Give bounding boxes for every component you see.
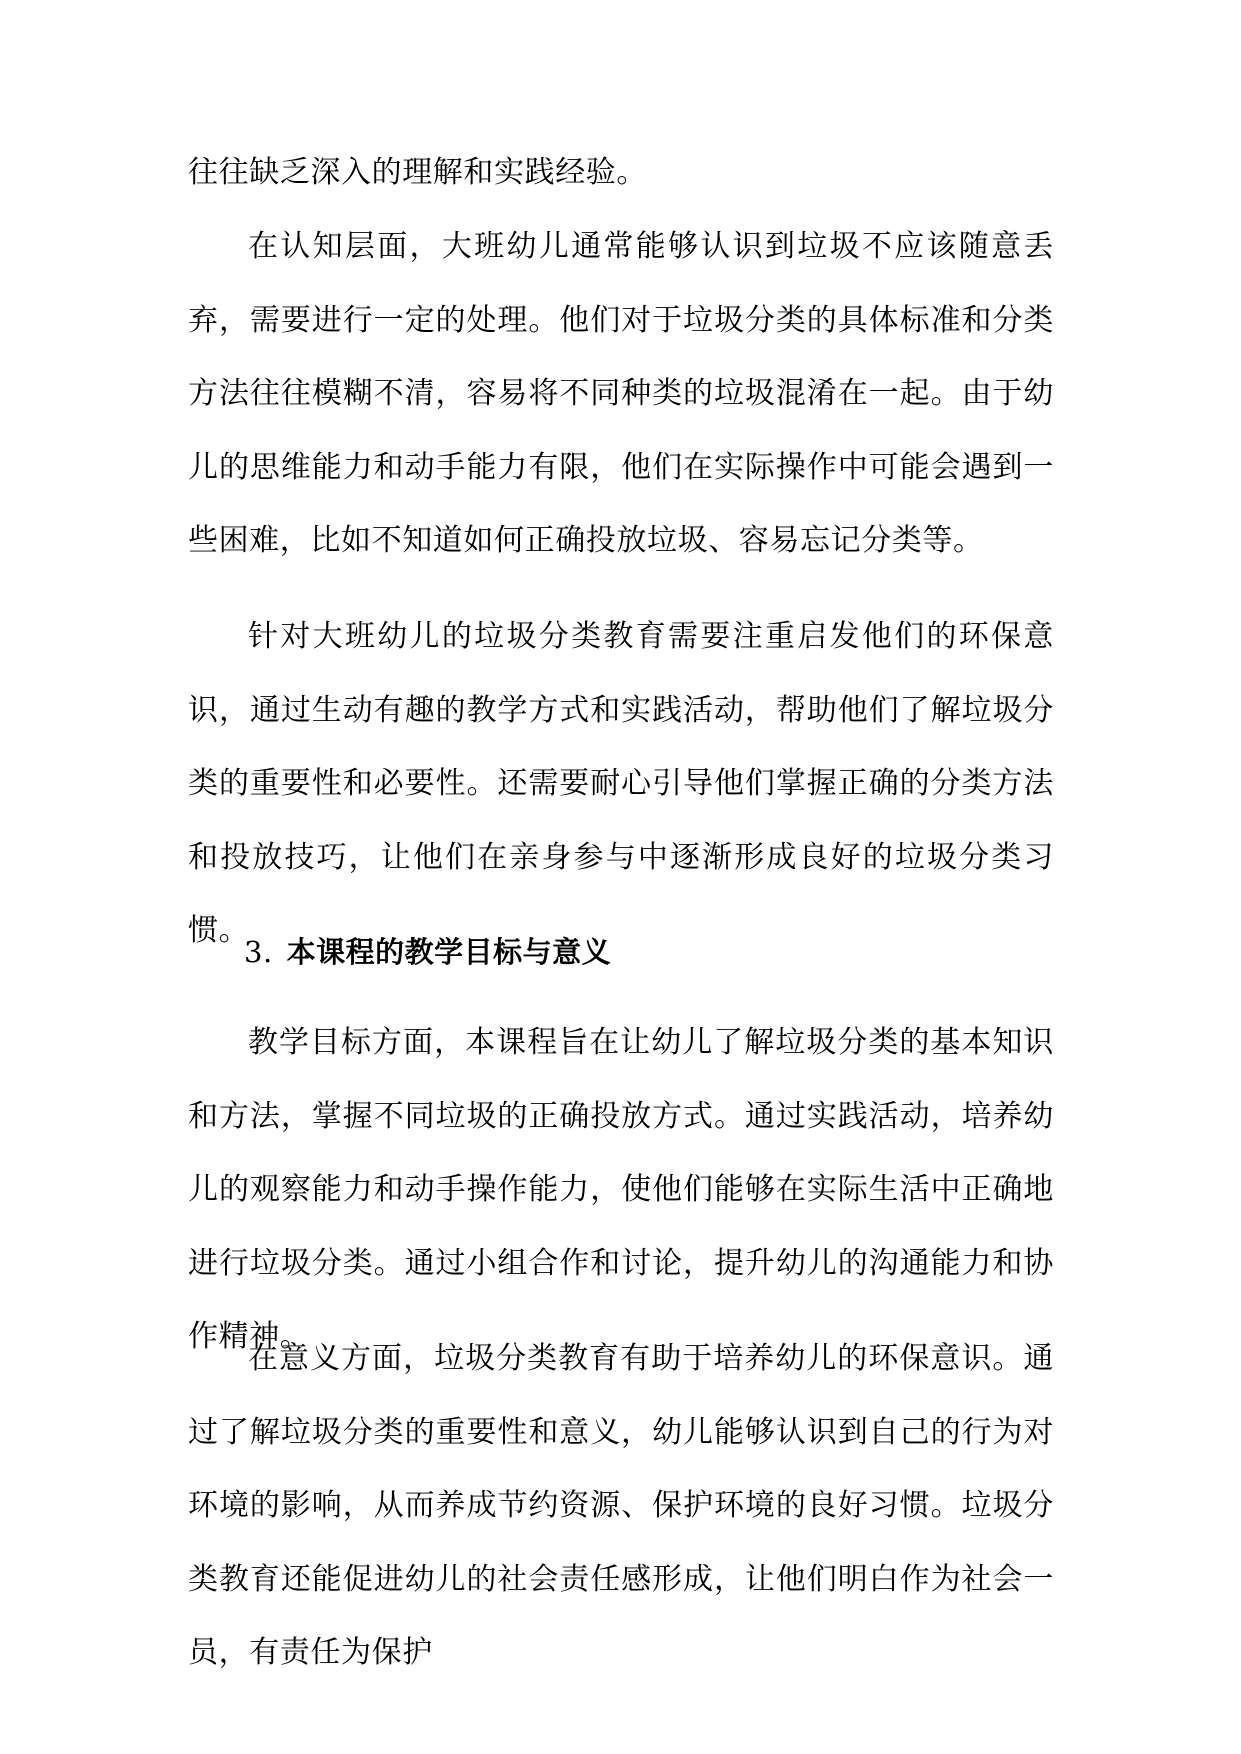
paragraph-education-approach: 针对大班幼儿的垃圾分类教育需要注重启发他们的环保意识，通过生动有趣的教学方式和实践活动，帮助他们了解垃圾分类的重要性和必要性。还需要耐心引导他们掌握正确的分类方法和投放技巧，让他们在亲身参与中逐渐形成良好的垃圾分类习惯。 xyxy=(188,619,1054,948)
section-heading xyxy=(244,932,611,972)
paragraph-significance: 在意义方面，垃圾分类教育有助于培养幼儿的环保意识。通过了解垃圾分类的重要性和意义，幼儿能够认识到自己的行为对环境的影响，从而养成节约资源、保护环境的良好习惯。垃圾分类教育还能促进幼儿的社会责任感形成，让他们明白作为社会一员，有责任为保护 xyxy=(188,1341,1054,1670)
section-title: 本课程的教学目标与意义 xyxy=(286,935,612,969)
paragraph-cognitive-level: 在认知层面，大班幼儿通常能够认识到垃圾不应该随意丢弃，需要进行一定的处理。他们对于垃圾分类的具体标准和分类方法往往模糊不清，容易将不同种类的垃圾混淆在一起。由于幼儿的思维能力和动手能力有限，他们在实际操作中可能会遇到一些困难，比如不知道如何正确投放垃圾、容易忘记分类等。 xyxy=(188,229,1054,558)
paragraph-teaching-goals: 教学目标方面，本课程旨在让幼儿了解垃圾分类的基本知识和方法，掌握不同垃圾的正确投放方式。通过实践活动，培养幼儿的观察能力和动手操作能力，使他们能够在实际生活中正确地进行垃圾分类。通过小组合作和讨论，提升幼儿的沟通能力和协作精神。 xyxy=(188,1025,1054,1354)
paragraph-continuation: 往往缺乏深入的理解和实践经验。 xyxy=(188,155,647,190)
section-number: 3. xyxy=(244,935,273,969)
